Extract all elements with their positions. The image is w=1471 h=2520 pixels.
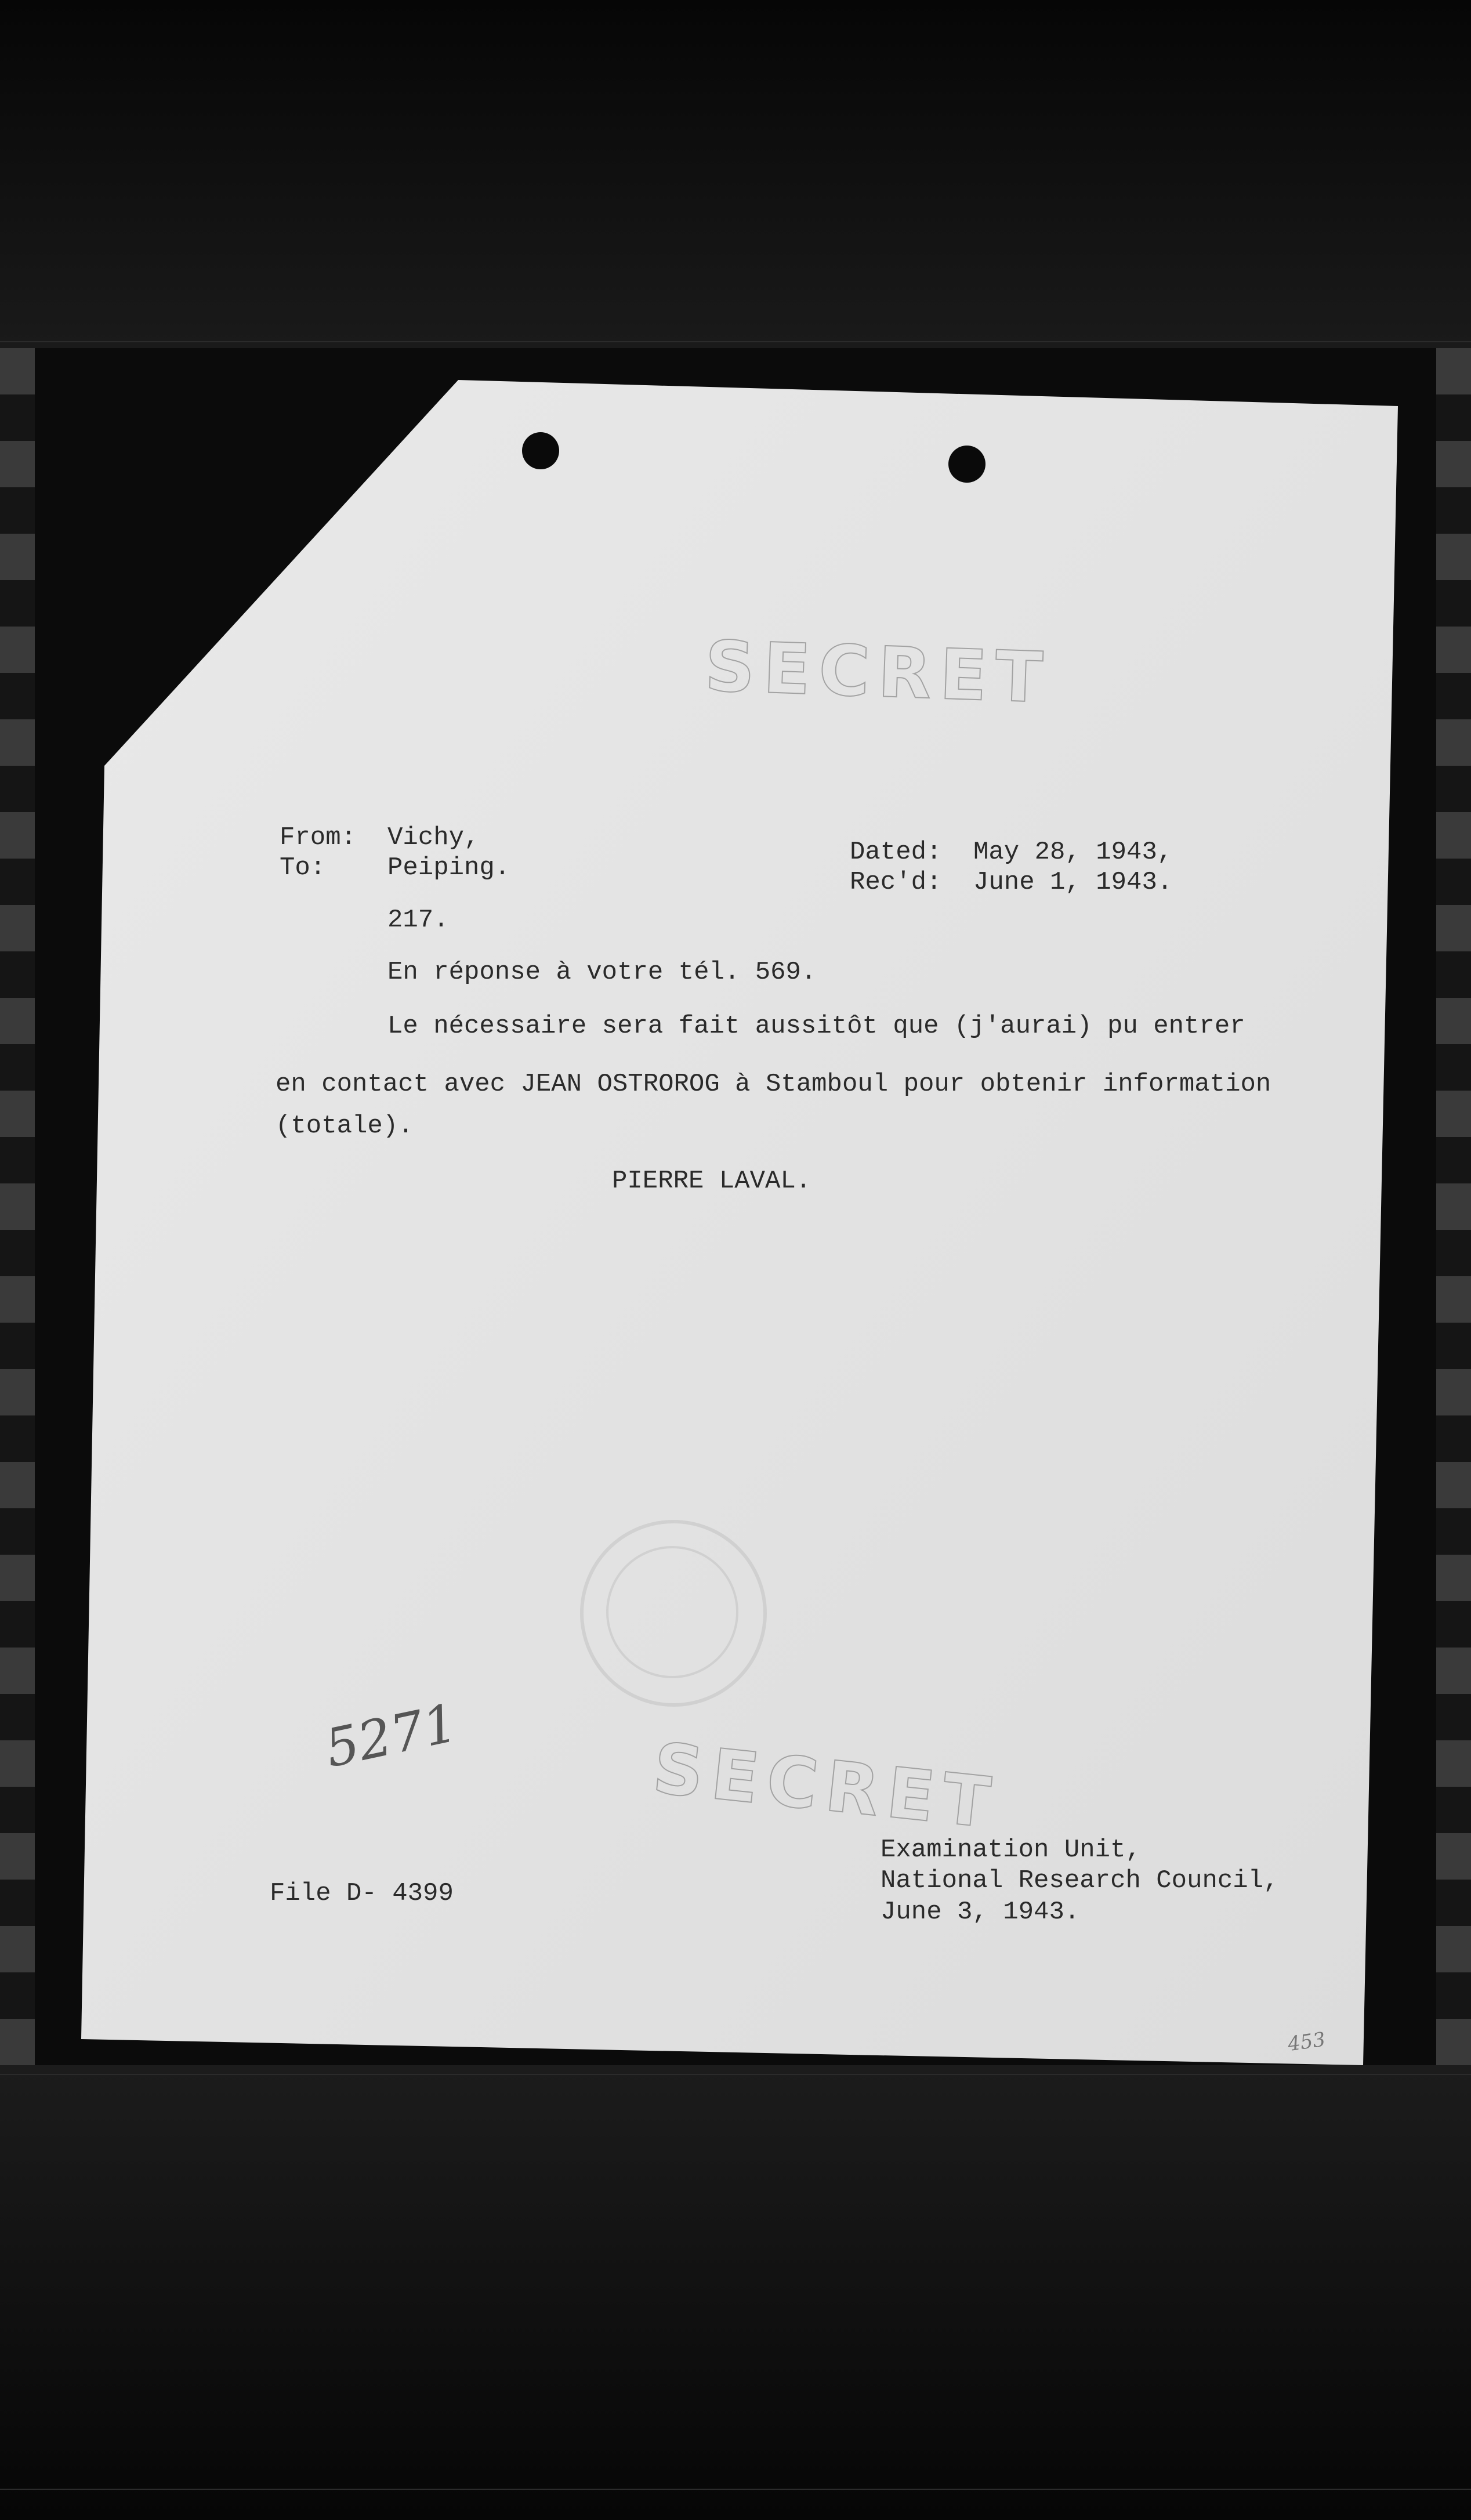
unit-line-2: National Research Council, (881, 1866, 1279, 1895)
corner-annotation: 453 (1286, 2027, 1327, 2056)
recd-label: Rec'd: (850, 868, 942, 897)
signature: PIERRE LAVAL. (612, 1167, 811, 1196)
body-line-3: en contact avec JEAN OSTROROG à Stamboul pour obtenir information (276, 1070, 1271, 1099)
recd-value: June 1, 1943. (973, 868, 1173, 897)
secret-stamp-top: SECRET (703, 626, 1052, 719)
body-line-2: Le nécessaire sera fait aussitôt que (j'aurai) pu entrer (387, 1012, 1245, 1041)
body-line-1: En réponse à votre tél. 569. (387, 958, 817, 987)
handwritten-number: 5271 (320, 1692, 463, 1780)
dated-label: Dated: (850, 838, 942, 867)
body-line-4: (totale). (276, 1111, 414, 1140)
to-value: Peiping. (387, 853, 510, 882)
from-label: From: (280, 823, 357, 852)
unit-line-1: Examination Unit, (881, 1835, 1141, 1864)
dated-value: May 28, 1943, (973, 838, 1173, 867)
unit-line-3: June 3, 1943. (881, 1898, 1080, 1927)
file-number: File D- 4399 (270, 1879, 454, 1908)
faint-seal-inner (606, 1546, 738, 1678)
secret-stamp-bottom: SECRET (649, 1728, 1002, 1845)
message-number: 217. (387, 906, 449, 935)
to-label: To: (280, 853, 326, 882)
punch-hole (948, 446, 986, 483)
from-value: Vichy, (387, 823, 480, 852)
punch-hole (522, 432, 559, 469)
